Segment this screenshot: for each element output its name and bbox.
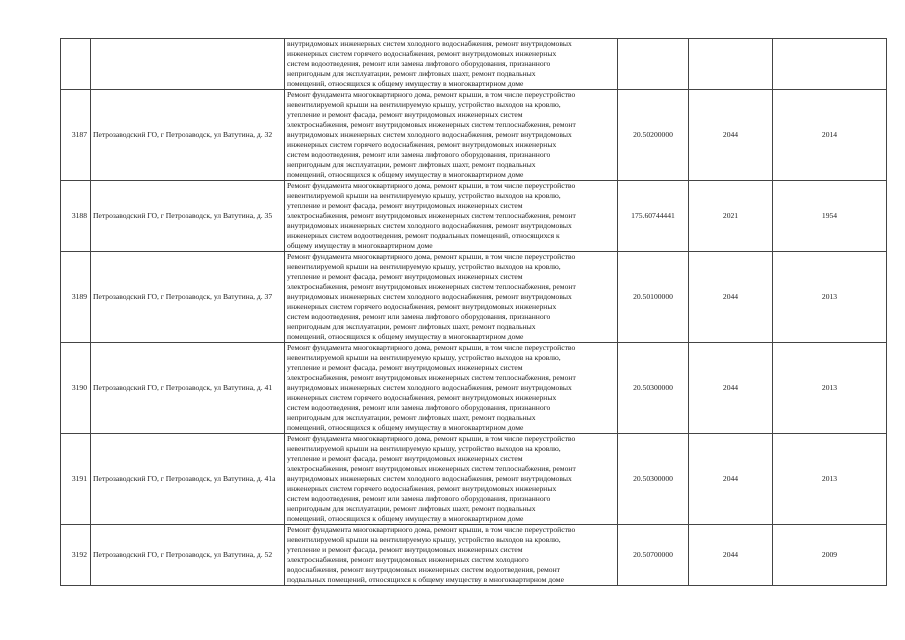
row-number: 3190 [61,343,91,434]
row-number: 3187 [61,90,91,181]
build-year-cell: 1954 [773,181,887,252]
row-number: 3189 [61,252,91,343]
build-year-cell [773,39,887,90]
address-cell: Петрозаводский ГО, г Петрозаводск, ул Ватутина, д. 37 [91,252,285,343]
plan-year-cell: 2021 [689,181,773,252]
table-row [61,39,887,90]
works-cell: Ремонт фундамента многоквартирного дома, ремонт крыши, в том числе переустройство невентилируемой крыши на вентилируемую крышу, устройство выходов на кровлю, утепление и ремонт фасада, ремонт внутридомовых инженерных систем электроснабжения, ремонт внутридомовых инженерных систем теплоснабжения, ремонт внутридомовых инженерных систем холодного водоснабжения, ремонт внутридомовых инженерных систем горячего водоснабжения, ремонт внутридомовых инженерных систем водоотведения, ремонт или замена лифтового оборудования, признанного непригодным для эксплуатации, ремонт лифтовых шахт, ремонт подвальных помещений, относящихся к общему имуществу в многоквартирном доме [285,343,618,434]
build-year-cell: 2013 [773,252,887,343]
row-number: 3191 [61,434,91,525]
works-cell: Ремонт фундамента многоквартирного дома, ремонт крыши, в том числе переустройство невентилируемой крыши на вентилируемую крышу, устройство выходов на кровлю, утепление и ремонт фасада, ремонт внутридомовых инженерных систем электроснабжения, ремонт внутридомовых инженерных систем теплоснабжения, ремонт внутридомовых инженерных систем холодного водоснабжения, ремонт внутридомовых инженерных систем водоотведения, ремонт подвальных помещений, относящихся к общему имуществу в многоквартирном доме [285,181,618,252]
table-row [61,434,887,525]
row-number: 3192 [61,525,91,586]
row-number [61,39,91,90]
plan-year-cell: 2044 [689,343,773,434]
cost-cell: 20.50100000 [618,252,689,343]
build-year-cell: 2009 [773,525,887,586]
table-row [61,343,887,434]
works-cell: Ремонт фундамента многоквартирного дома, ремонт крыши, в том числе переустройство невентилируемой крыши на вентилируемую крышу, устройство выходов на кровлю, утепление и ремонт фасада, ремонт внутридомовых инженерных систем электроснабжения, ремонт внутридомовых инженерных систем теплоснабжения, ремонт внутридомовых инженерных систем холодного водоснабжения, ремонт внутридомовых инженерных систем горячего водоснабжения, ремонт внутридомовых инженерных систем водоотведения, ремонт или замена лифтового оборудования, признанного непригодным для эксплуатации, ремонт лифтовых шахт, ремонт подвальных помещений, относящихся к общему имуществу в многоквартирном доме [285,434,618,525]
cost-cell: 20.50300000 [618,434,689,525]
works-cell: Ремонт фундамента многоквартирного дома, ремонт крыши, в том числе переустройство невентилируемой крыши на вентилируемую крышу, устройство выходов на кровлю, утепление и ремонт фасада, ремонт внутридомовых инженерных систем электроснабжения, ремонт внутридомовых инженерных систем теплоснабжения, ремонт внутридомовых инженерных систем холодного водоснабжения, ремонт внутридомовых инженерных систем горячего водоснабжения, ремонт внутридомовых инженерных систем водоотведения, ремонт или замена лифтового оборудования, признанного непригодным для эксплуатации, ремонт лифтовых шахт, ремонт подвальных помещений, относящихся к общему имуществу в многоквартирном доме [285,252,618,343]
build-year-cell: 2014 [773,90,887,181]
works-cell: Ремонт фундамента многоквартирного дома, ремонт крыши, в том числе переустройство невентилируемой крыши на вентилируемую крышу, устройство выходов на кровлю, утепление и ремонт фасада, ремонт внутридомовых инженерных систем электроснабжения, ремонт внутридомовых инженерных систем теплоснабжения, ремонт внутридомовых инженерных систем холодного водоснабжения, ремонт внутридомовых инженерных систем горячего водоснабжения, ремонт внутридомовых инженерных систем водоотведения, ремонт или замена лифтового оборудования, признанного непригодным для эксплуатации, ремонт лифтовых шахт, ремонт подвальных помещений, относящихся к общему имуществу в многоквартирном доме [285,90,618,181]
table-row [61,525,887,586]
address-cell: Петрозаводский ГО, г Петрозаводск, ул Ватутина, д. 35 [91,181,285,252]
build-year-cell: 2013 [773,343,887,434]
address-cell: Петрозаводский ГО, г Петрозаводск, ул Ватутина, д. 52 [91,525,285,586]
address-cell [91,39,285,90]
build-year-cell: 2013 [773,434,887,525]
plan-year-cell [689,39,773,90]
plan-year-cell: 2044 [689,252,773,343]
table-row [61,252,887,343]
cost-cell [618,39,689,90]
address-cell: Петрозаводский ГО, г Петрозаводск, ул Ватутина, д. 32 [91,90,285,181]
cost-cell: 20.50200000 [618,90,689,181]
plan-year-cell: 2044 [689,90,773,181]
plan-year-cell: 2044 [689,434,773,525]
works-cell: внутридомовых инженерных систем холодного водоснабжения, ремонт внутридомовых инженерных систем горячего водоснабжения, ремонт внутридомовых инженерных систем водоотведения, ремонт или замена лифтового оборудования, признанного непригодным для эксплуатации, ремонт лифтовых шахт, ремонт подвальных помещений, относящихся к общему имуществу в многоквартирном доме [285,39,618,90]
cost-cell: 20.50300000 [618,343,689,434]
table-row [61,90,887,181]
cost-cell: 20.50700000 [618,525,689,586]
plan-year-cell: 2044 [689,525,773,586]
document-page [60,38,887,586]
repair-program-table [60,38,887,586]
address-cell: Петрозаводский ГО, г Петрозаводск, ул Ватутина, д. 41а [91,434,285,525]
row-number: 3188 [61,181,91,252]
cost-cell: 175.60744441 [618,181,689,252]
table-body [61,39,887,586]
works-cell: Ремонт фундамента многоквартирного дома, ремонт крыши, в том числе переустройство невентилируемой крыши на вентилируемую крышу, устройство выходов на кровлю, утепление и ремонт фасада, ремонт внутридомовых инженерных систем электроснабжения, ремонт внутридомовых инженерных систем холодного водоснабжения, ремонт внутридомовых инженерных систем водоотведения, ремонт подвальных помещений, относящихся к общему имуществу в многоквартирном доме [285,525,618,586]
table-row [61,181,887,252]
address-cell: Петрозаводский ГО, г Петрозаводск, ул Ватутина, д. 41 [91,343,285,434]
